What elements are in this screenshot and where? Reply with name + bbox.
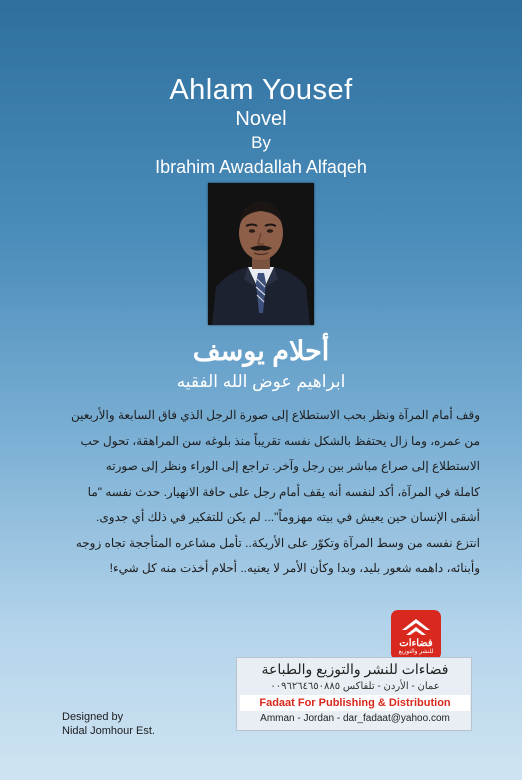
publisher-name-en: Fadaat For Publishing & Distribution xyxy=(240,695,470,711)
blurb-line: الاستطلاع إلى صراع مباشر بين رجل وآخر. تراجع إلى الوراء ونظر إلى صورته xyxy=(105,459,480,473)
blurb-line: أشقى الإنسان حين يعيش في بيته مهزوماً"... لم يكن للتفكير في ذلك أي جدوى. xyxy=(96,510,480,524)
blurb-text xyxy=(44,403,480,582)
book-title-ar: أحلام يوسف xyxy=(192,336,330,366)
publisher-info xyxy=(236,657,472,731)
publisher-address-en: Amman - Jordan - dar_fadaat@yahoo.com xyxy=(260,713,450,724)
designer-name: Nidal Jomhour Est. xyxy=(62,725,155,737)
blurb-line: وأبنائه، داهمه شعور بليد، وبدا وكأن الأمر لا يعنيه.. أحلام أخذت منه كل شيء! xyxy=(109,561,480,575)
blurb-line: انتزع نفسه من وسط المرآة وتكوّر على الأريكة.. تأمل مشاعره المتأججة تجاه زوجه xyxy=(75,535,480,550)
blurb-line: من عمره، وما زال يحتفظ بالشكل نفسه تقريباً منذ بلوغه سن المراهقة، تحول حب xyxy=(80,433,480,448)
publisher-name-ar: فضاءات للنشر والتوزيع والطباعة xyxy=(261,661,449,677)
author-portrait xyxy=(208,183,314,325)
publisher-logo xyxy=(391,610,441,660)
publisher-logo-tagline: للنشر والتوزيع xyxy=(398,649,434,655)
designer-credit xyxy=(62,710,155,738)
author-name-ar: ابراهيم عوض الله الفقيه xyxy=(176,372,346,391)
designed-by-label: Designed by xyxy=(62,711,124,723)
publisher-logo-name: فضاءات xyxy=(399,638,433,649)
blurb-line: كاملة في المرآة، أكد لنفسه أنه يقف أمام رجل على حافة الانهيار. حدث نفسه "ما xyxy=(87,484,480,499)
book-genre: Novel xyxy=(235,108,287,130)
by-label: By xyxy=(251,133,271,152)
blurb-line: وقف أمام المرآة ونظر بحب الاستطلاع إلى صورة الرجل الذي فاق السابعة والأربعين xyxy=(71,408,480,422)
author-name-en: Ibrahim Awadallah Alfaqeh xyxy=(155,157,367,177)
book-title-en: Ahlam Yousef xyxy=(169,74,353,106)
publisher-logo-icon xyxy=(400,616,432,638)
publisher-address-ar: عمان - الأردن - تلفاكس ٠٠٩٦٢٦٤٦٥٠٨٨٥ xyxy=(270,681,440,692)
author-portrait-image xyxy=(208,183,314,325)
